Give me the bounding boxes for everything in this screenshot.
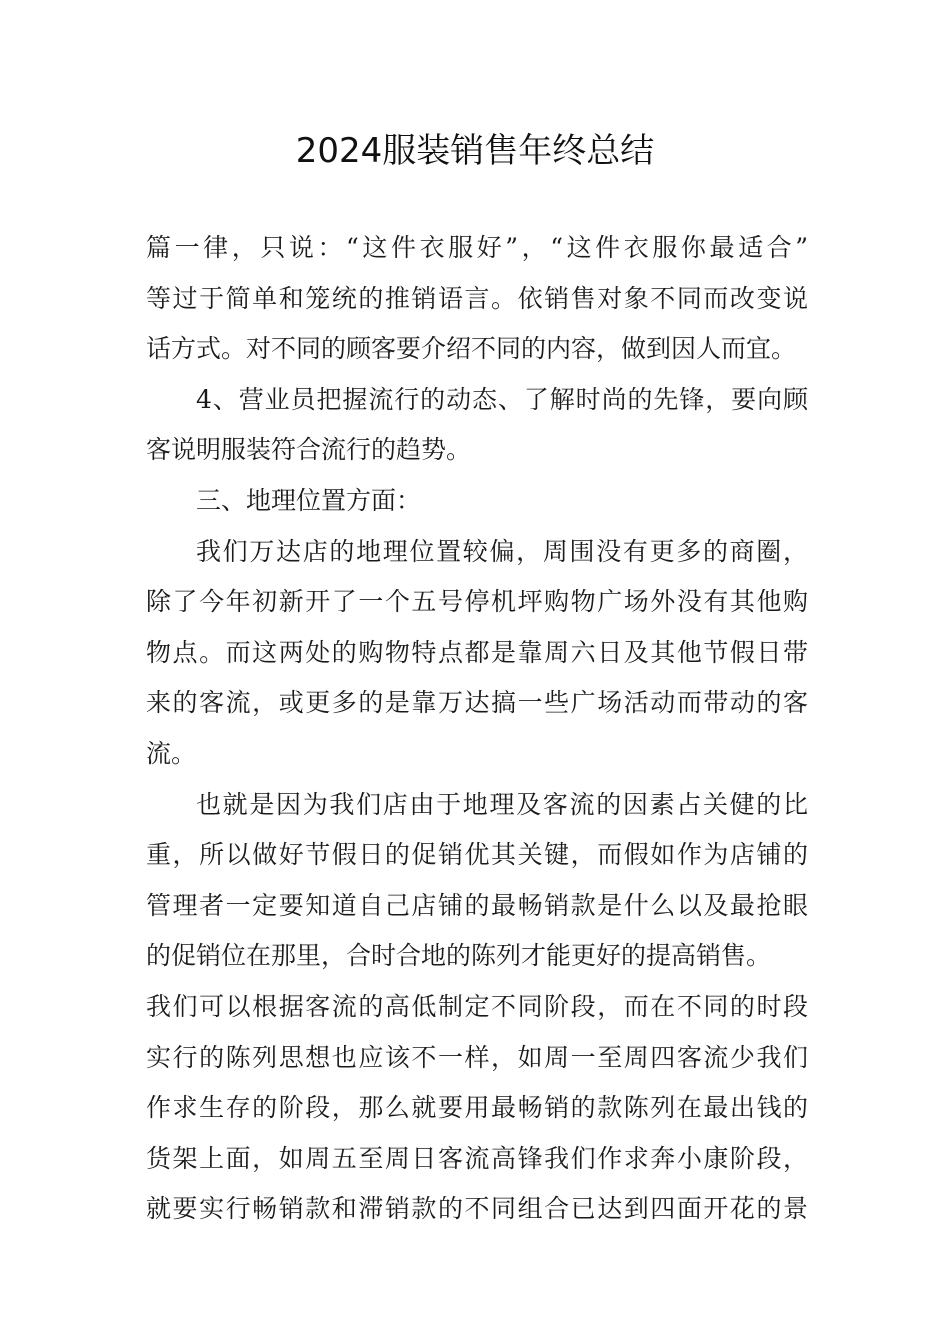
text-line: 除了今年初新开了一个五号停机坪购物广场外没有其他购 <box>146 587 808 617</box>
text-line: 也就是因为我们店由于地理及客流的因素占关健的比 <box>196 789 808 819</box>
text-line: 管理者一定要知道自己店铺的最畅销款是什么以及最抢眼 <box>146 890 808 920</box>
text-line: 就要实行畅销款和滞销款的不同组合已达到四面开花的景 <box>146 1194 808 1224</box>
text-line: 话方式。对不同的顾客要介绍不同的内容，做到因人而宜。 <box>146 334 797 364</box>
text-line: 物点。而这两处的购物特点都是靠周六日及其他节假日带 <box>146 637 808 667</box>
text-line: 等过于简单和笼统的推销语言。依销售对象不同而改变说 <box>146 283 808 313</box>
text-line: 4、营业员把握流行的动态、了解时尚的先锋，要向顾 <box>196 384 808 414</box>
text-line: 流。 <box>146 738 197 768</box>
section-heading: 三、地理位置方面： <box>196 485 422 515</box>
text-line: 货架上面，如周五至周日客流高锋我们作求奔小康阶段， <box>146 1143 808 1173</box>
document-title: 2024服装销售年终总结 <box>295 131 655 171</box>
text-line: 我们可以根据客流的高低制定不同阶段，而在不同的时段 <box>146 991 808 1021</box>
text-line: 客说明服装符合流行的趋势。 <box>146 435 472 465</box>
text-line: 来的客流，或更多的是靠万达搞一些广场活动而带动的客 <box>146 688 808 718</box>
text-line: 实行的陈列思想也应该不一样，如周一至周四客流少我们 <box>146 1042 808 1072</box>
document-body <box>146 223 808 1235</box>
text-line: 的促销位在那里，合时合地的陈列才能更好的提高销售。 <box>146 941 772 971</box>
text-line: 我们万达店的地理位置较偏，周围没有更多的商圈， <box>196 536 808 566</box>
text-line: 篇一律，只说：“这件衣服好”，“这件衣服你最适合” <box>146 233 808 262</box>
text-line: 作求生存的阶段，那么就要用最畅销的款陈列在最出钱的 <box>146 1093 808 1123</box>
text-line: 重，所以做好节假日的促销优其关键，而假如作为店铺的 <box>146 840 808 870</box>
